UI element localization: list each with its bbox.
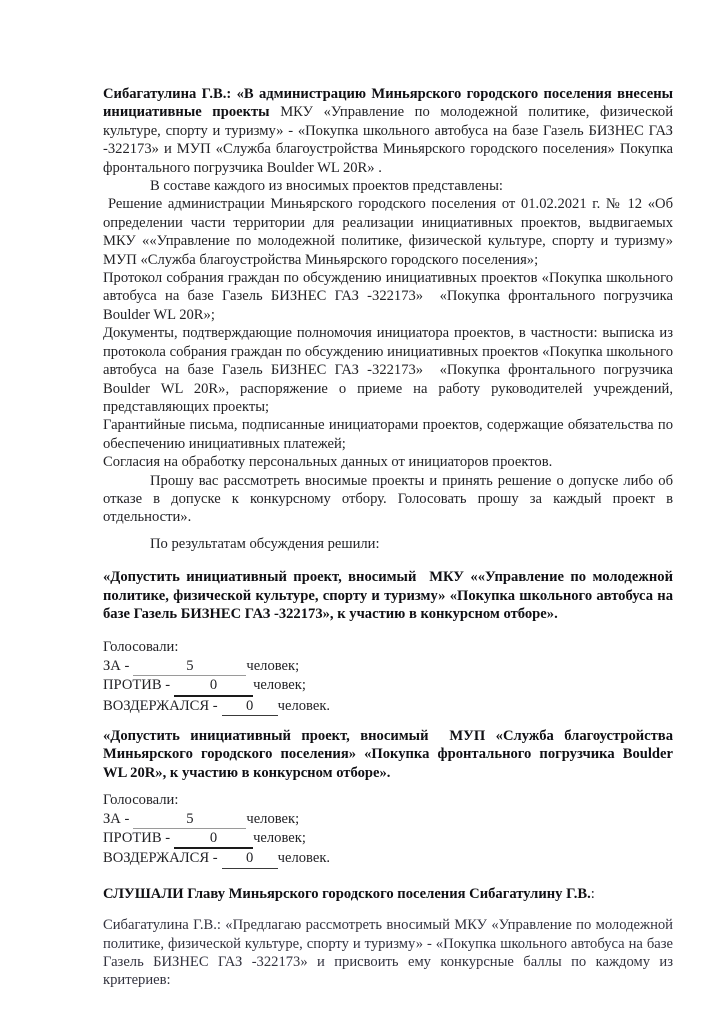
vote-count: 0: [246, 850, 254, 867]
vote-blank-line: [174, 676, 253, 696]
vote-block-1: [103, 638, 673, 716]
paragraph-composition: В составе каждого из вносимых проектов представлены:: [150, 178, 503, 195]
paragraph-intro: [103, 85, 673, 177]
vote-suffix: человек;: [246, 810, 300, 827]
vote-label: ВОЗДЕРЖАЛСЯ -: [103, 850, 218, 867]
vote-count: 0: [209, 830, 218, 847]
paragraph-request: Прошу вас рассмотреть вносимые проекты и принять решение о допуске либо об отказе в допуске к конкурсному отбору. Голосовать прошу за каждый проект в отдельности».: [103, 472, 673, 526]
vote-suffix: человек;: [253, 830, 306, 847]
paragraph-results-heading: По результатам обсуждения решили:: [150, 535, 380, 552]
vote-blank-line: [133, 657, 246, 676]
paragraph-consents: Согласия на обработку персональных данных от инициаторов проектов.: [103, 454, 553, 471]
vote-suffix: человек.: [277, 697, 331, 714]
vote-suffix: человек;: [246, 657, 300, 674]
vote-suffix: человек.: [277, 850, 331, 867]
vote-row-protiv: [103, 829, 673, 849]
paragraph-protocol: Протокол собрания граждан по обсуждению инициативных проектов «Покупка школьного автобуса на базе Газель БИЗНЕС ГАЗ -322173» «Покупка фронтального погрузчика Boulder WL 20R»;: [103, 270, 673, 323]
vote-blank-line: [133, 810, 246, 829]
speaker-name-bold: Сибагатулина Г.В.: «В администрацию Миньярского городского поселения внесены инициативные проекты: [103, 86, 673, 121]
paragraph-guarantee-letters: Гарантийные письма, подписанные инициаторами проектов, содержащие обязательства по обеспечению инициативных платежей;: [103, 417, 673, 452]
vote-blank-line: [222, 849, 278, 868]
vote-count: 0: [209, 677, 218, 694]
vote-count: 5: [186, 810, 194, 827]
vote-row-vozderzhalsya: [103, 697, 673, 716]
paragraph-intro-text: МКУ «Управление по молодежной политике, физической культуре, спорту и туризму» - «Покупка школьного автобуса на базе Газель БИЗНЕС ГАЗ -322173» и МУП «Служба благоустройства Миньярского городского поселения» Покупка фронтального погрузчика Boulder WL 20R» .: [103, 104, 674, 176]
heard-heading-bold: СЛУШАЛИ Главу Миньярского городского поселения Сибагатулину Г.В.: [103, 885, 591, 902]
vote-label: ВОЗДЕРЖАЛСЯ -: [103, 697, 218, 714]
vote-row-vozderzhalsya: [103, 849, 673, 868]
vote-count: 0: [246, 697, 254, 714]
heard-heading-colon: :: [590, 885, 595, 902]
decision-2: «Допустить инициативный проект, вносимый МУП «Служба благоустройства Миньярского городского поселения» «Покупка фронтального погрузчика Boulder WL 20R», к участию в конкурсном отборе».: [103, 728, 673, 781]
vote-blank-line: [174, 829, 253, 849]
vote-count: 5: [186, 657, 194, 674]
paragraph-resolution-admin: Решение администрации Миньярского городского поселения от 01.02.2021 г. № 12 «Об определении части территории для реализации инициативных проектов, выдвигаемых МКУ ««Управление по молодежной политике, физической культуре, спорту и туризму» МУП «Служба благоустройства Миньярского городского поселения»;: [103, 196, 673, 268]
vote-blank-line: [222, 697, 278, 716]
vote-suffix: человек;: [253, 677, 306, 694]
vote-block-2: [103, 791, 673, 869]
vote-title: Голосовали:: [103, 792, 179, 809]
decision-1: «Допустить инициативный проект, вносимый МКУ ««Управление по молодежной политике, физической культуре, спорту и туризму» «Покупка школьного автобуса на базе Газель БИЗНЕС ГАЗ -322173», к участию в конкурсном отборе».: [103, 569, 673, 622]
vote-label: ПРОТИВ -: [103, 830, 171, 847]
paragraph-proposal: Сибагатулина Г.В.: «Предлагаю рассмотреть вносимый МКУ «Управление по молодежной политике, физической культуре, спорту и туризму» - «Покупка школьного автобуса на базе Газель БИЗНЕС ГАЗ -322173» и присвоить ему конкурсные баллы по каждому из критериев:: [103, 917, 673, 989]
heard-heading: [103, 885, 673, 903]
vote-label: ПРОТИВ -: [103, 677, 171, 694]
vote-row-za: [103, 810, 673, 829]
vote-row-za: [103, 657, 673, 676]
vote-row-protiv: [103, 676, 673, 696]
vote-title: Голосовали:: [103, 639, 179, 656]
paragraph-documents: Документы, подтверждающие полномочия инициатора проектов, в частности: выписка из протокола собрания граждан по обсуждению инициативных проектов «Покупка школьного автобуса на базе Газель БИЗНЕС ГАЗ -322173» «Покупка фронтального погрузчика Boulder WL 20R», распоряжение о приеме на работу руководителей учреждений, представляющих проекты;: [103, 325, 673, 415]
vote-label: ЗА -: [103, 657, 130, 674]
vote-label: ЗА -: [103, 810, 130, 827]
